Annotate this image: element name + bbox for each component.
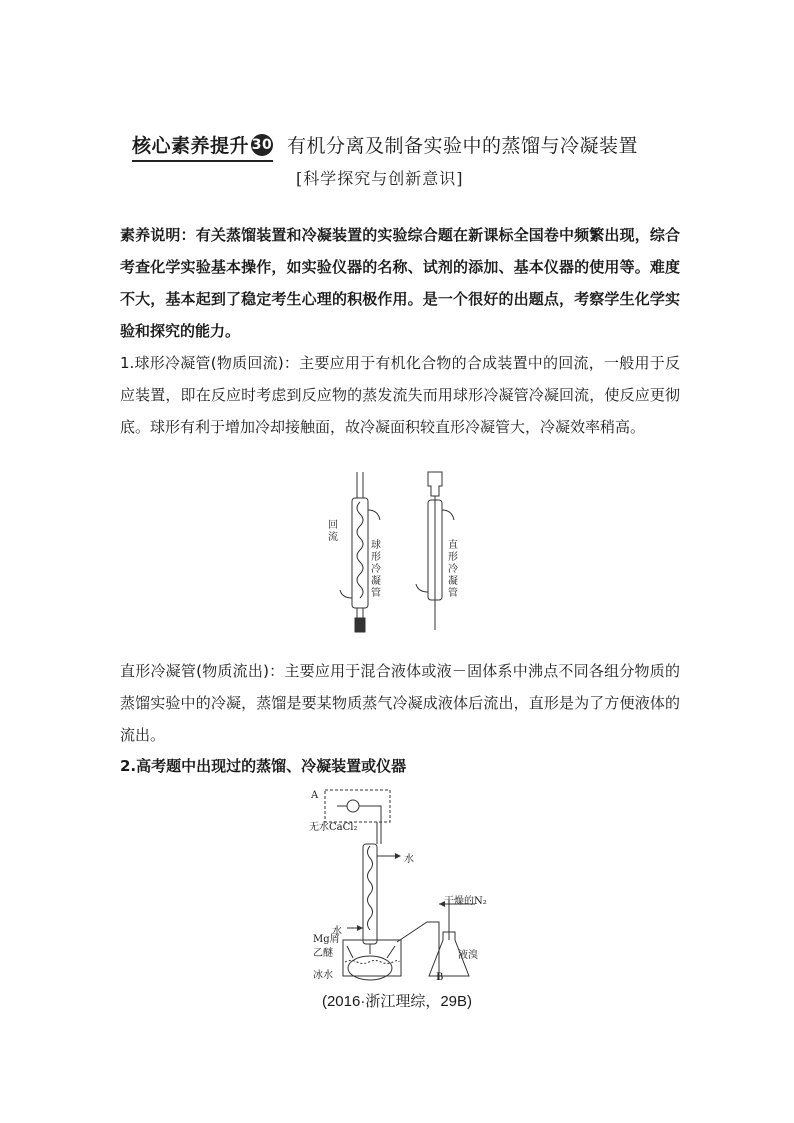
- title-badge: [132, 131, 273, 162]
- label-ether: 乙醚: [313, 948, 333, 959]
- label-reflux: 回流: [328, 520, 338, 543]
- label-water-in: 水: [332, 926, 342, 937]
- label-water-out: 水: [404, 854, 414, 865]
- label-mg: Mg屑: [313, 934, 340, 945]
- section1b-paragraph: 直形冷凝管(物质流出)：主要应用于混合液体或液－固体系中沸点不同各组分物质的蒸馏实验中的冷凝，蒸馏是要某物质蒸气冷凝成液体后流出，直形是为了方便液体的流出。: [120, 662, 680, 744]
- title-badge-text: 核心素养提升: [132, 135, 250, 157]
- label-bulb-condenser: 球形冷凝管: [371, 540, 381, 599]
- page-title: 有机分离及制备实验中的蒸馏与冷凝装置: [287, 135, 639, 157]
- label-a: A: [311, 790, 319, 801]
- label-ice-water: 冰水: [313, 970, 333, 981]
- intro-paragraph: 素养说明：有关蒸馏装置和冷凝装置的实验综合题在新课标全国卷中频繁出现，综合考查化学实验基本操作，如实验仪器的名称、试剂的添加、基本仪器的使用等。难度不大，基本起到了稳定考生心理的积极作用。是一个很好的出题点，考察学生化学实验和探究的能力。: [120, 226, 680, 340]
- label-bromine: 液溴: [458, 950, 478, 961]
- section-title: [132, 132, 692, 162]
- condenser-figure: [310, 470, 490, 635]
- figure-caption: (2016·浙江理综，29B): [321, 993, 473, 1010]
- section2-heading: 2.高考题中出现过的蒸馏、冷凝装置或仪器: [120, 757, 407, 775]
- section1-paragraph: 1.球形冷凝管(物质回流)：主要应用于有机化合物的合成装置中的回流，一般用于反应装置，即在反应时考虑到反应物的蒸发流失而用球形冷凝管冷凝回流，使反应更彻底。球形有利于增加冷却接触面，故冷凝面积较直形冷凝管大，冷凝效率稍高。: [120, 354, 680, 436]
- page-subtitle: [科学探究与创新意识]: [296, 169, 464, 188]
- label-dry-n2: 干燥的N₂: [444, 896, 487, 907]
- title-number: 30: [251, 134, 273, 156]
- label-straight-condenser: 直形冷凝管: [448, 540, 458, 599]
- label-b: B: [436, 972, 444, 983]
- label-cacl2: 无水CaCl₂: [309, 822, 358, 833]
